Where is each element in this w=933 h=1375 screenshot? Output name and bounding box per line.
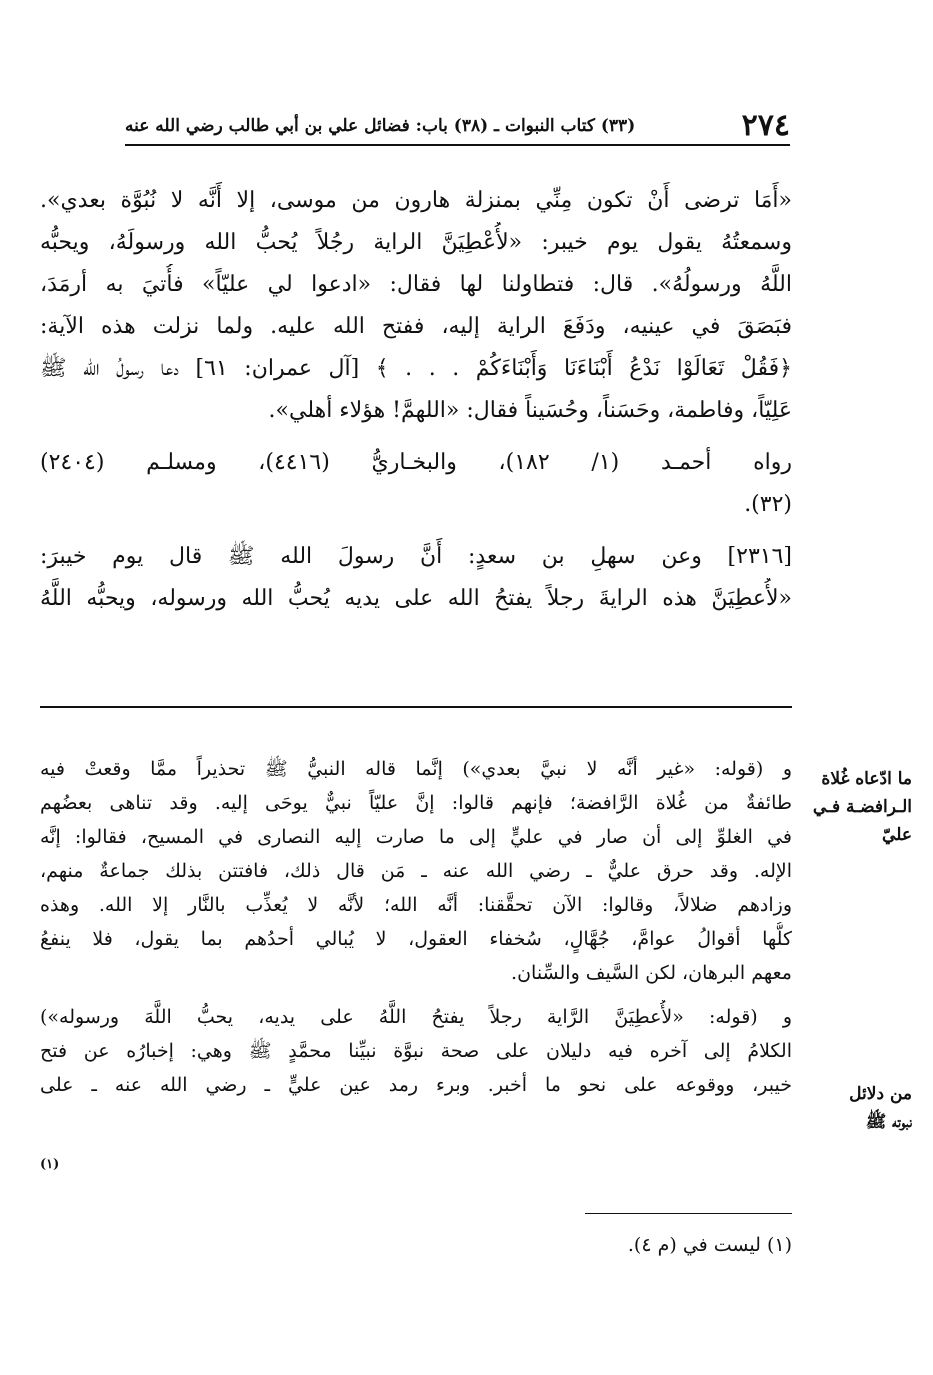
page-number: ٢٧٤ (741, 108, 790, 143)
margin-note-line: عليّ (882, 825, 912, 845)
commentary-line: طائفةٌ من غُلاة الرَّافضة؛ فإنهم قالوا: إنَّ عليّاً نبيٌّ يوحَى إليه. وقد تناهى بعضُهم (40, 792, 792, 814)
margin-note-line: الـرافضـة فـي (812, 797, 912, 817)
footnote-marker: (١) (40, 1157, 60, 1172)
text-line: ﴿فَقُلْ تَعَالَوْا نَدْعُ أَبْنَاءَنَا وَأَبْنَاءَكُمْ . . . ﴾ [آل عمران: ٦١] دعا رسولُ الله ﷺ (40, 356, 792, 381)
margin-note (812, 1080, 912, 1136)
commentary-line: و (قوله: «غير أنَّه لا نبيَّ بعدي») إنَّما قاله النبيُّ ﷺ تحذيراً ممَّا وقعتْ فيه (40, 758, 792, 780)
header-rule (125, 144, 790, 146)
citation-line: رواه أحمـد (١/ ١٨٢)، والبخـاريُّ (٤٤١٦)، ومسلـم (٢٤٠٤) (40, 450, 792, 475)
commentary-line: خيبر، ووقوعه على نحو ما أخبر. وبرء رمد عين عليٍّ ـ رضي الله عنه ـ على (40, 1074, 792, 1096)
commentary-line: الكلامُ إلى آخره فيه دليلان على صحة نبوَّة نبيِّنا محمَّدٍ ﷺ وهي: إخبارُه عن فتح (40, 1040, 792, 1062)
margin-note-line: نبوته ﷺ (865, 1112, 912, 1132)
text-line: عَلِيّاً، وفاطمة، وحَسَناً، وحُسَيناً فقال: «اللهمَّ! هؤلاء أهلي». (268, 398, 792, 423)
footnote-rule (585, 1213, 792, 1214)
commentary-line: كلُّها أقوالُ عوامَّ، جُهَّالٍ، سُخفاء العقول، لا يُبالي أحدُهم بما يقول، فلا ينفعُ (40, 928, 792, 950)
commentary-line: وزادهم ضلالاً، وقالوا: الآن تحقَّقنا: أنَّه الله؛ لأنَّه لا يُعذِّب بالنَّار إلا الله. وهذه (40, 894, 792, 916)
margin-note-line: من دلائل (849, 1084, 912, 1104)
text-line: «أَمَا ترضى أَنْ تكون مِنِّي بمنزلة هارون من موسى، إلا أَنَّه لا نُبُوَّة بعدي». (40, 188, 792, 213)
margin-note-line: ما ادّعاه غُلاة (821, 769, 912, 789)
commentary-line: معهم البرهان، لكن السَّيف والسِّنان. (511, 962, 792, 984)
footnote: (١) ليست في (م ٤). (627, 1234, 792, 1256)
hadith-line: [٢٣١٦] وعن سهلِ بن سعدٍ: أَنَّ رسولَ الله ﷺ قال يوم خيبرَ: (40, 544, 792, 569)
page-header (125, 108, 790, 142)
commentary-line: في الغلوِّ إلى أن صار في عليٍّ إلى ما صارت إليه النصارى في المسيح، فقالوا: إنَّه (40, 826, 792, 848)
citation-line: (٣٢). (744, 492, 792, 517)
margin-note (812, 765, 912, 849)
text-line: وسمعتُهُ يقول يوم خيبر: «لأُعْطِيَنَّ الراية رجُلاً يُحبُّ الله ورسولَهُ، ويحبُّه (40, 230, 792, 255)
text-line: فبَصَقَ في عينيه، ودَفَعَ الراية إليه، ففتح الله عليه. ولما نزلت هذه الآية: (40, 314, 792, 339)
section-divider (40, 706, 792, 708)
commentary-line: الإله. وقد حرق عليٌّ ـ رضي الله عنه ـ مَن قال ذلك، فافتتن بذلك جماعةٌ منهم، (40, 860, 792, 882)
text-line: اللَّهُ ورسولُهُ». قال: فتطاولنا لها فقال: «ادعوا لي عليّاً» فأُتيَ به أرمَدَ، (40, 272, 792, 297)
running-title: (٣٣) كتاب النبوات ـ (٣٨) باب: فضائل علي بن أبي طالب رضي الله عنه (125, 116, 636, 136)
commentary (40, 752, 792, 1102)
hadith-line: «لأُعطِيَنَّ هذه الرايةَ رجلاً يفتحُ الله على يديه يُحبُّ الله ورسوله، ويحبُّه اللَّهُ (40, 586, 792, 611)
hadith-text (40, 180, 792, 620)
commentary-line: و (قوله: «لأُعطِيَنَّ الرَّاية رجلاً يفتحُ اللَّهُ على يديه، يحبُّ اللَّهَ ورسوله») (40, 1006, 792, 1028)
